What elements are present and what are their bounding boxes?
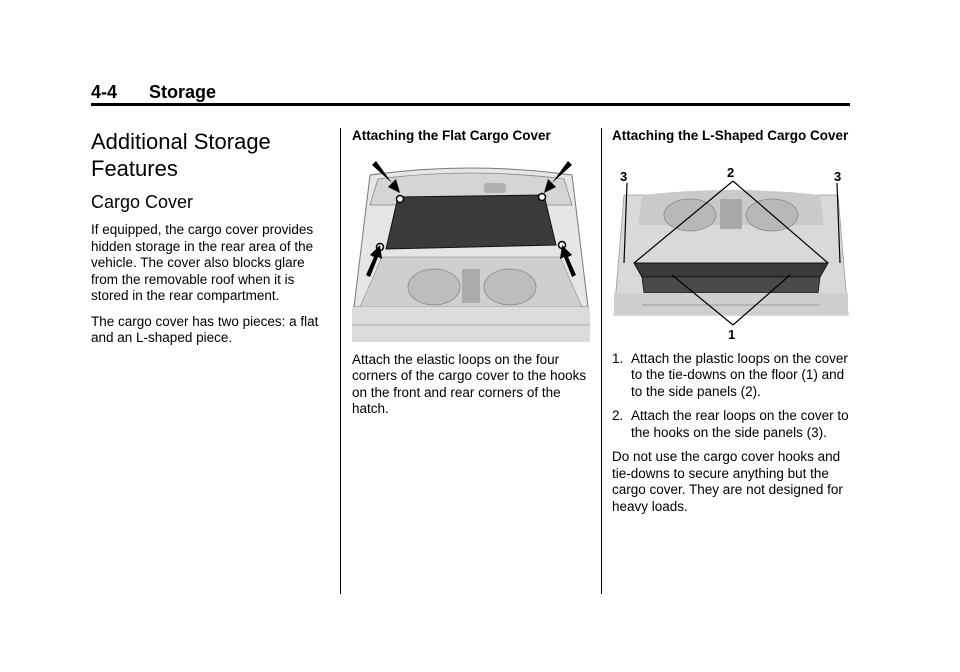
section-heading: Attaching the Flat Cargo Cover (352, 128, 551, 143)
sub-heading: Cargo Cover (91, 192, 194, 212)
instruction-steps (612, 351, 850, 442)
callout-1: 1 (728, 326, 736, 342)
column-divider (340, 128, 341, 594)
header-rule (91, 103, 850, 106)
paragraph: If equipped, the cargo cover provides hidden storage in the rear area of the vehicle. The cover also blocks glare from the removable roof when it is stored in the rear compartment. (91, 222, 314, 303)
paragraph: Attach the elastic loops on the four corners of the cargo cover to the hooks on the front and rear corners of the hatch. (352, 351, 587, 416)
section-heading: Attaching the L-Shaped Cargo Cover (612, 128, 849, 143)
l-shaped-cargo-cover-illustration (612, 155, 850, 345)
paragraph: Do not use the cargo cover hooks and tie-downs to secure anything but the cargo cover. They are not designed for heavy loads. (612, 449, 843, 514)
list-item: 1. Attach the plastic loops on the cover to the tie-downs on the floor (1) and to the side panels (2). (612, 350, 848, 399)
callout-2: 2 (727, 164, 735, 180)
callout-3-left: 3 (620, 168, 628, 184)
column-1 (91, 128, 326, 356)
flat-cargo-cover-illustration (352, 157, 590, 342)
column-3 (612, 128, 850, 524)
paragraph: The cargo cover has two pieces: a flat and an L-shaped piece. (91, 313, 319, 345)
column-divider (601, 128, 602, 594)
column-2 (352, 128, 590, 427)
page-header (91, 82, 850, 106)
callout-3-right: 3 (834, 168, 842, 184)
section-title: Storage (149, 82, 217, 102)
page-number: 4-4 (91, 82, 118, 102)
main-heading: Additional Storage Features (91, 129, 271, 181)
list-item: 2. Attach the rear loops on the cover to the hooks on the side panels (3). (612, 408, 849, 440)
l-shaped-cover-figure (612, 155, 850, 345)
